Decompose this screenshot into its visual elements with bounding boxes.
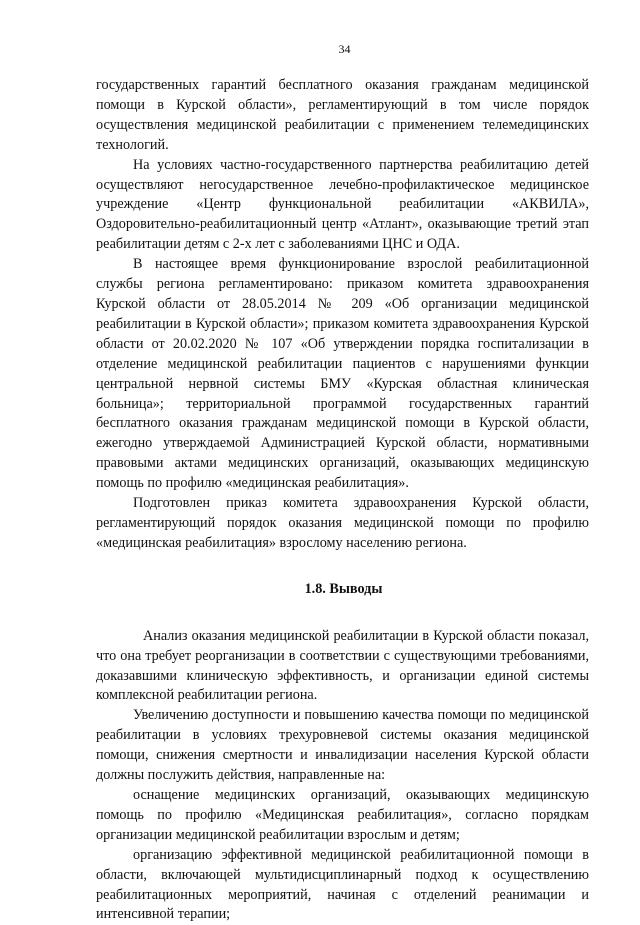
paragraph-continuation: государственных гарантий бесплатного оказания гражданам медицинской помощи в Курской области», регламентирующий в том числе порядок осуществления медицинской реабилитации с применением телемедицинских технологий. (96, 77, 589, 153)
section-heading: 1.8. Выводы (304, 580, 383, 597)
paragraph-prepared-order: Подготовлен приказ комитета здравоохранения Курской области, регламентирующий порядок оказания медицинской помощи по профилю «медицинская реабилитация» взрослому населению региона. (96, 495, 589, 551)
paragraph-actions-intro: Увеличению доступности и повышению качества помощи по медицинской реабилитации в условиях трехуровневой системы оказания медицинской помощи, снижения смертности и инвалидизации населения Курской области должны послужить действия, направленные на: (96, 707, 589, 784)
paragraph-partnership: На условиях частно-государственного партнерства реабилитацию детей осуществляют негосударственное лечебно-профилактическое медицинское учреждение «Центр функциональной реабилитации «АКВИЛА», Оздоровительно-реабилитационный центр «Атлант», оказывающие третий этап реабилитации детям с 2-х лет с заболеваниями ЦНС и ОДА. (96, 156, 589, 253)
list-item-organization: организацию эффективной медицинской реабилитационной помощи в области, включающей мультидисциплинарный подход к осуществлению реабилитационных мероприятий, начиная с отделений реанимации и интенсивной терапии; (96, 846, 589, 923)
list-item-equipment: оснащение медицинских организаций, оказывающих медицинскую помощь по профилю «Медицинская реабилитация», согласно порядкам организации медицинской реабилитации взрослым и детям; (96, 787, 589, 843)
paragraph-regulation: В настоящее время функционирование взрослой реабилитационной службы региона регламентировано: приказом комитета здравоохранения Курской области от 28.05.2014 № 209 «Об организации медицинской реабилитации в Курской области»; приказом комитета здравоохранения Курской области от 20.02.2020 № 107 «Об утверждении порядка госпитализации в отделение медицинской реабилитации пациентов с нарушениями функции центральной нервной системы БМУ «Курская областная клиническая больница»; территориальной программой государственных гарантий бесплатного оказания гражданам медицинской помощи в Курской области, ежегодно утверждаемой Администрацией Курской области, нормативными правовыми актами медицинских организаций, оказывающих медицинскую помощь по профилю «медицинская реабилитация». (96, 256, 589, 492)
page-number: 34 (338, 42, 351, 56)
paragraph-analysis: Анализ оказания медицинской реабилитации в Курской области показал, что она требует реорганизации в соответствии с существующими требованиями, доказавшими клиническую эффективность, и организации единой системы комплексной реабилитации региона. (96, 627, 589, 704)
